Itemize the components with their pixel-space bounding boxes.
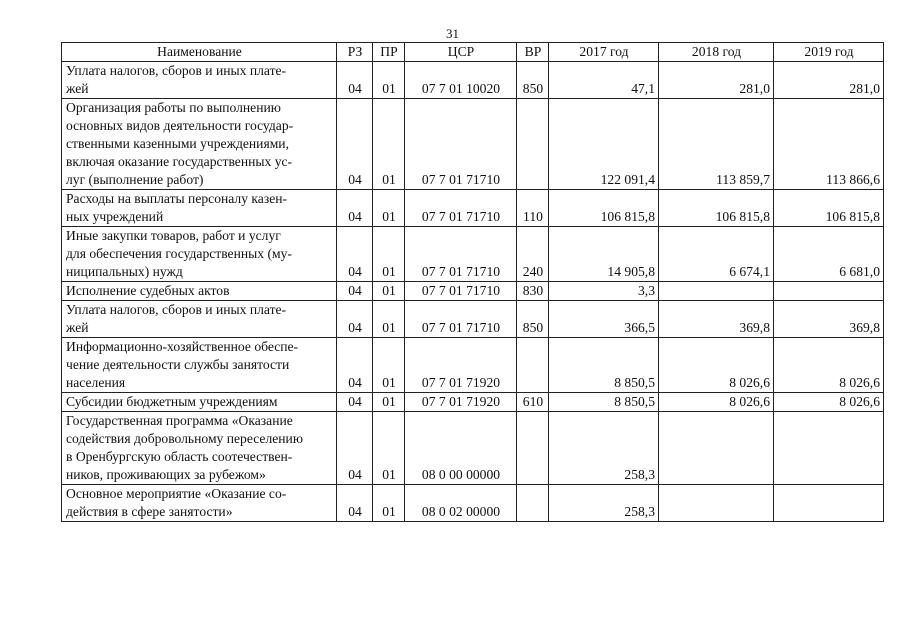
row-2019-cell: 8 026,6 bbox=[774, 393, 884, 412]
row-name-cell bbox=[62, 62, 337, 99]
row-csr-cell: 07 7 01 71710 bbox=[405, 301, 517, 338]
row-csr-cell: 07 7 01 71710 bbox=[405, 190, 517, 227]
row-name-line: луг (выполнение работ) bbox=[66, 172, 204, 187]
row-2017-cell: 3,3 bbox=[549, 282, 659, 301]
row-rz-cell: 04 bbox=[337, 412, 373, 485]
row-csr-cell: 08 0 02 00000 bbox=[405, 485, 517, 522]
row-name-line: Уплата налогов, сборов и иных плате- bbox=[66, 302, 287, 317]
table-row bbox=[62, 227, 884, 282]
header-2019: 2019 год bbox=[774, 43, 884, 62]
row-name-line: жей bbox=[66, 81, 89, 96]
row-name-line: Уплата налогов, сборов и иных плате- bbox=[66, 63, 287, 78]
row-2017-cell: 122 091,4 bbox=[549, 99, 659, 190]
header-csr: ЦСР bbox=[405, 43, 517, 62]
row-name-line: содействия добровольному переселению bbox=[66, 431, 303, 446]
row-name-line: населения bbox=[66, 375, 126, 390]
row-name-line: ных учреждений bbox=[66, 209, 164, 224]
row-rz-cell: 04 bbox=[337, 62, 373, 99]
row-2019-cell: 6 681,0 bbox=[774, 227, 884, 282]
row-2017-cell: 14 905,8 bbox=[549, 227, 659, 282]
row-name-line: в Оренбургскую область соотечествен- bbox=[66, 449, 293, 464]
row-pr-cell: 01 bbox=[373, 412, 405, 485]
row-name-line: жей bbox=[66, 320, 89, 335]
row-name-line: Государственная программа «Оказание bbox=[66, 413, 293, 428]
row-name-line: Организация работы по выполнению bbox=[66, 100, 281, 115]
row-pr-cell: 01 bbox=[373, 393, 405, 412]
row-2018-cell: 8 026,6 bbox=[659, 338, 774, 393]
header-vr: ВР bbox=[517, 43, 549, 62]
row-name-cell bbox=[62, 282, 337, 301]
row-vr-cell bbox=[517, 412, 549, 485]
row-pr-cell: 01 bbox=[373, 99, 405, 190]
table-header-row bbox=[62, 43, 884, 62]
row-name-line: включая оказание государственных ус- bbox=[66, 154, 293, 169]
row-csr-cell: 07 7 01 10020 bbox=[405, 62, 517, 99]
row-name-cell bbox=[62, 412, 337, 485]
row-pr-cell: 01 bbox=[373, 62, 405, 99]
table-row bbox=[62, 282, 884, 301]
row-pr-cell: 01 bbox=[373, 190, 405, 227]
row-2017-cell: 106 815,8 bbox=[549, 190, 659, 227]
row-name-line: для обеспечения государственных (му- bbox=[66, 246, 292, 261]
header-2017: 2017 год bbox=[549, 43, 659, 62]
row-2018-cell: 281,0 bbox=[659, 62, 774, 99]
row-2017-cell: 8 850,5 bbox=[549, 338, 659, 393]
row-pr-cell: 01 bbox=[373, 485, 405, 522]
header-rz: РЗ bbox=[337, 43, 373, 62]
row-name-line: чение деятельности службы занятости bbox=[66, 357, 290, 372]
row-2019-cell bbox=[774, 485, 884, 522]
row-vr-cell: 850 bbox=[517, 62, 549, 99]
row-name-line: основных видов деятельности государ- bbox=[66, 118, 294, 133]
row-2018-cell: 113 859,7 bbox=[659, 99, 774, 190]
table-row bbox=[62, 393, 884, 412]
row-csr-cell: 07 7 01 71710 bbox=[405, 227, 517, 282]
row-2019-cell bbox=[774, 412, 884, 485]
budget-table bbox=[61, 42, 884, 522]
row-csr-cell: 08 0 00 00000 bbox=[405, 412, 517, 485]
row-name-cell bbox=[62, 99, 337, 190]
row-2018-cell bbox=[659, 485, 774, 522]
row-2018-cell bbox=[659, 412, 774, 485]
row-2018-cell bbox=[659, 282, 774, 301]
table-row bbox=[62, 338, 884, 393]
row-name-line: действия в сфере занятости» bbox=[66, 504, 233, 519]
table-body bbox=[62, 62, 884, 522]
row-2019-cell: 8 026,6 bbox=[774, 338, 884, 393]
row-2017-cell: 47,1 bbox=[549, 62, 659, 99]
row-2017-cell: 258,3 bbox=[549, 485, 659, 522]
row-name-line: Иные закупки товаров, работ и услуг bbox=[66, 228, 281, 243]
row-vr-cell: 850 bbox=[517, 301, 549, 338]
row-name-line: Исполнение судебных актов bbox=[66, 283, 230, 298]
row-name-cell bbox=[62, 393, 337, 412]
row-rz-cell: 04 bbox=[337, 282, 373, 301]
row-name-line: ников, проживающих за рубежом» bbox=[66, 467, 266, 482]
table-row bbox=[62, 412, 884, 485]
row-2017-cell: 8 850,5 bbox=[549, 393, 659, 412]
row-csr-cell: 07 7 01 71920 bbox=[405, 338, 517, 393]
row-vr-cell bbox=[517, 99, 549, 190]
row-name-line: Расходы на выплаты персоналу казен- bbox=[66, 191, 288, 206]
row-name-line: Основное мероприятие «Оказание со- bbox=[66, 486, 287, 501]
table-row bbox=[62, 485, 884, 522]
row-rz-cell: 04 bbox=[337, 393, 373, 412]
row-rz-cell: 04 bbox=[337, 338, 373, 393]
row-csr-cell: 07 7 01 71920 bbox=[405, 393, 517, 412]
row-2018-cell: 369,8 bbox=[659, 301, 774, 338]
header-name: Наименование bbox=[62, 43, 337, 62]
row-name-cell bbox=[62, 301, 337, 338]
row-csr-cell: 07 7 01 71710 bbox=[405, 99, 517, 190]
page-number: 31 bbox=[446, 26, 459, 41]
table-row bbox=[62, 301, 884, 338]
row-csr-cell: 07 7 01 71710 bbox=[405, 282, 517, 301]
row-name-cell bbox=[62, 190, 337, 227]
header-pr: ПР bbox=[373, 43, 405, 62]
table-row bbox=[62, 62, 884, 99]
header-2018: 2018 год bbox=[659, 43, 774, 62]
row-2017-cell: 366,5 bbox=[549, 301, 659, 338]
row-name-cell bbox=[62, 227, 337, 282]
row-rz-cell: 04 bbox=[337, 99, 373, 190]
row-name-line: ниципальных) нужд bbox=[66, 264, 183, 279]
row-vr-cell bbox=[517, 485, 549, 522]
row-pr-cell: 01 bbox=[373, 227, 405, 282]
table-row bbox=[62, 99, 884, 190]
row-2019-cell: 106 815,8 bbox=[774, 190, 884, 227]
row-pr-cell: 01 bbox=[373, 301, 405, 338]
row-vr-cell bbox=[517, 338, 549, 393]
row-2019-cell bbox=[774, 282, 884, 301]
row-name-line: ственными казенными учреждениями, bbox=[66, 136, 289, 151]
row-rz-cell: 04 bbox=[337, 227, 373, 282]
row-rz-cell: 04 bbox=[337, 190, 373, 227]
row-name-cell bbox=[62, 485, 337, 522]
row-name-line: Информационно-хозяйственное обеспе- bbox=[66, 339, 299, 354]
row-vr-cell: 110 bbox=[517, 190, 549, 227]
row-2019-cell: 281,0 bbox=[774, 62, 884, 99]
row-2019-cell: 369,8 bbox=[774, 301, 884, 338]
table-row bbox=[62, 190, 884, 227]
row-2017-cell: 258,3 bbox=[549, 412, 659, 485]
row-2018-cell: 6 674,1 bbox=[659, 227, 774, 282]
row-vr-cell: 240 bbox=[517, 227, 549, 282]
row-rz-cell: 04 bbox=[337, 485, 373, 522]
row-name-line: Субсидии бюджетным учреждениям bbox=[66, 394, 278, 409]
row-vr-cell: 610 bbox=[517, 393, 549, 412]
row-2019-cell: 113 866,6 bbox=[774, 99, 884, 190]
row-pr-cell: 01 bbox=[373, 338, 405, 393]
row-2018-cell: 106 815,8 bbox=[659, 190, 774, 227]
row-rz-cell: 04 bbox=[337, 301, 373, 338]
row-pr-cell: 01 bbox=[373, 282, 405, 301]
row-vr-cell: 830 bbox=[517, 282, 549, 301]
row-2018-cell: 8 026,6 bbox=[659, 393, 774, 412]
row-name-cell bbox=[62, 338, 337, 393]
